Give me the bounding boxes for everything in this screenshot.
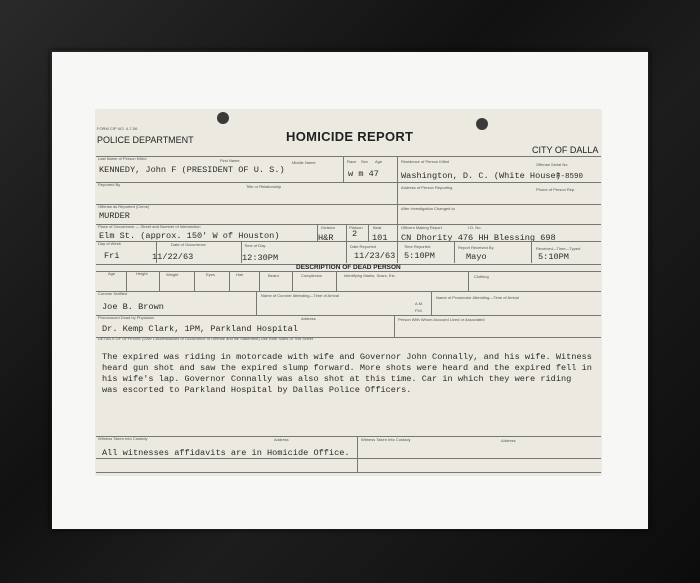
label-sex: Sex [361,159,368,164]
label-time-of-day: Time of Day [244,243,266,248]
label-place: Place of Occurrence — Street and Number of Intersection [98,224,201,229]
label-phone-reporting: Phone of Person Rep. [536,187,576,192]
narrative-line: heard gun shot and saw the expired slump forward. More shots were heard and the expired fell in [102,363,592,373]
label-reported-by: Reported By [98,182,121,187]
label-witness-address: Address [274,437,289,442]
label-details-of-offense: DETAILS OF OFFENSE (Give Circumstances of Occurrence of Offense and file Statement) Use Both Sides of This Sheet [98,336,313,341]
label-pronounced-dead: Pronounced Dead by Physician [98,315,154,320]
label-desc-height: Height [136,271,148,276]
department-name: POLICE DEPARTMENT [97,135,194,145]
label-age: Age [375,159,383,164]
victim-race-sex-age: w m 47 [348,169,379,179]
officers-value: CN Dhority 476 HH Blessing 698 [401,233,556,243]
victim-name: KENNEDY, John F (PRESIDENT OF U. S.) [99,165,285,175]
homicide-report-document [96,110,601,475]
description-heading: DESCRIPTION OF DEAD PERSON [296,264,401,271]
label-last-name: Last Name of Person Killed [98,156,147,161]
label-after-investigation: After Investigation Changed to [401,206,455,211]
time-of-day-value: 12:30PM [242,253,279,263]
label-desc-clothing: Clothing [474,274,489,279]
date-reported-value: 11/23/63 [354,251,396,261]
place-value: Elm St. (approx. 150' W of Houston) [99,231,280,241]
label-time-reported: Time Reported [404,244,431,249]
label-desc-beard: Beard [268,273,279,278]
label-first-name: First Name [220,158,240,163]
label-prosecutor-attending: Name of Prosecutor Attending—Time of Arrival [436,295,519,300]
label-received-time: Received—Time—Typed [536,246,581,251]
label-witness-address-2: Address [501,438,516,443]
label-offense-serial: Offense Serial No. [536,162,569,167]
offense-value: MURDER [99,211,130,221]
label-title-relationship: Title or Relationship [246,184,282,189]
narrative-line: The expired was riding in motorcade with wife and Governor John Connally, and his wife. Witness [102,352,592,362]
coroner-value: Joe B. Brown [102,302,164,312]
offense-narrative [102,352,601,396]
narrative-line: was escorted to Parkland Hospital by Dallas Police Officers. [102,385,412,395]
physician-value: Dr. Kemp Clark, 1PM, Parkland Hospital [102,324,298,334]
label-witness-custody: Witness Taken Into Custody [98,436,148,441]
platoon-value: 2 [352,229,358,239]
witnesses-value: All witnesses affidavits are in Homicide Office. [102,448,350,458]
beat-value: 101 [372,233,388,243]
label-desc-hair: Hair [236,272,244,277]
report-title: HOMICIDE REPORT [286,129,414,144]
label-platoon: Platoon [349,225,363,230]
offense-serial-number: F-8590 [556,173,584,181]
label-desc-marks: Identifying Marks, Scars, Etc. [344,273,396,278]
label-coroner-attending: Name of Coroner Attending—Time of Arrival [261,293,339,298]
label-witness-custody-2: Witness Taken Into Custody [361,437,411,442]
punch-hole-left [217,112,229,124]
city-name: CITY OF DALLA [532,145,599,155]
label-id-no: I.D. No. [468,225,482,230]
label-officers: Officers Making Report [401,225,442,230]
label-desc-eyes: Eyes [206,272,215,277]
label-desc-complexion: Complexion [301,273,323,278]
time-reported-value: 5:10PM [404,251,435,261]
label-coroner-notified: Coroner Notified [98,291,128,296]
received-time-value: 5:10PM [538,252,569,262]
label-beat: Beat [373,225,382,230]
day-value: Fri [104,251,120,261]
label-desc-age: Age [108,271,116,276]
punch-hole-right [476,118,488,130]
label-day: Day of Week [98,241,121,246]
label-desc-weight: Weight [166,272,179,277]
victim-residence: Washington, D. C. (White House) [401,171,561,181]
division-value: H&R [318,233,334,243]
label-residence: Residence of Person Killed [401,159,450,164]
label-received-by: Report Received By [458,245,494,250]
label-division: Division [321,225,336,230]
form-number: FORM CIP NO. 4-7-56 [97,126,138,131]
label-person-lived-with: Person With Whom Accused Lived or Associated [398,317,485,322]
date-occurrence-value: 11/22/63 [152,252,194,262]
label-am: A.M. [415,301,424,306]
narrative-line: his wife's lap. Governor Connally was also shot at this time. Car in which they were riding [102,374,572,384]
label-physician-address: Address [301,316,316,321]
label-address-reporting: Address of Person Reporting [401,185,453,190]
label-pm: P.M. [415,308,423,313]
label-race: Race [347,159,357,164]
label-offense: Offense as Reported (Crime) [98,204,150,209]
label-middle-name: Middle Name [292,160,316,165]
received-by-value: Mayo [466,252,487,262]
label-date-reported: Date Reported [350,244,377,249]
label-date-occurrence: Date of Occurrence [171,242,206,247]
